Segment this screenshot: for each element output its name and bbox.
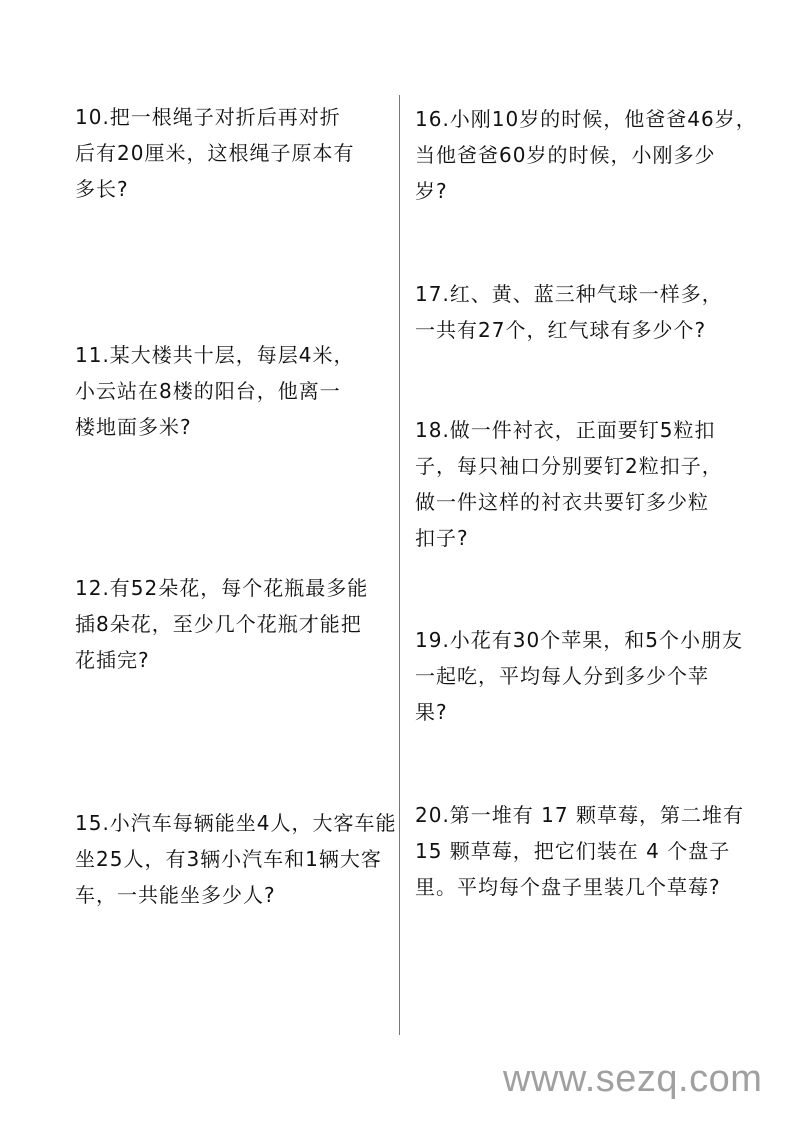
question-line: 后有20厘米，这根绳子原本有: [75, 141, 355, 165]
question-line: 扣子?: [415, 526, 469, 550]
question-line: 岁?: [415, 179, 448, 203]
question-17: [415, 276, 723, 348]
question-line: 17.红、黄、蓝三种气球一样多，: [415, 282, 723, 306]
question-15: [75, 805, 397, 913]
question-line: 小云站在8楼的阳台，他离一: [75, 379, 341, 403]
question-20: [415, 797, 744, 905]
question-line: 10.把一根绳子对折后再对折: [75, 105, 341, 129]
question-line: 楼地面多米?: [75, 415, 192, 439]
question-line: 11.某大楼共十层，每层4米，: [75, 343, 355, 367]
question-line: 一共有27个，红气球有多少个?: [415, 318, 707, 342]
question-line: 多长?: [75, 177, 129, 201]
question-16: [415, 101, 757, 209]
question-line: 20.第一堆有 17 颗草莓，第二堆有: [415, 803, 744, 827]
question-11: [75, 337, 355, 445]
question-line: 子，每只袖口分别要钉2粒扣子，: [415, 454, 723, 478]
question-line: 果?: [415, 700, 448, 724]
question-line: 车，一共能坐多少人?: [75, 883, 276, 907]
question-line: 坐25人，有3辆小汽车和1辆大客: [75, 847, 382, 871]
question-line: 当他爸爸60岁的时候，小刚多少: [415, 143, 716, 167]
question-line: 18.做一件衬衣，正面要钉5粒扣: [415, 418, 716, 442]
watermark: www.sezq.com: [503, 1058, 763, 1100]
question-line: 16.小刚10岁的时候，他爸爸46岁，: [415, 107, 757, 131]
question-line: 插8朵花，至少几个花瓶才能把: [75, 612, 362, 636]
question-18: [415, 412, 723, 556]
column-divider: [399, 95, 400, 1035]
question-line: 一起吃，平均每人分到多少个苹: [415, 664, 709, 688]
question-line: 里。平均每个盘子里装几个草莓?: [415, 875, 721, 899]
question-line: 15 颗草莓，把它们装在 4 个盘子: [415, 839, 731, 863]
question-line: 做一件这样的衬衣共要钉多少粒: [415, 490, 709, 514]
question-12: [75, 570, 368, 678]
question-line: 19.小花有30个苹果，和5个小朋友: [415, 628, 743, 652]
question-line: 12.有52朵花，每个花瓶最多能: [75, 576, 369, 600]
question-10: [75, 99, 354, 207]
question-19: [415, 622, 743, 730]
question-line: 花插完?: [75, 648, 150, 672]
question-line: 15.小汽车每辆能坐4人，大客车能: [75, 811, 397, 835]
